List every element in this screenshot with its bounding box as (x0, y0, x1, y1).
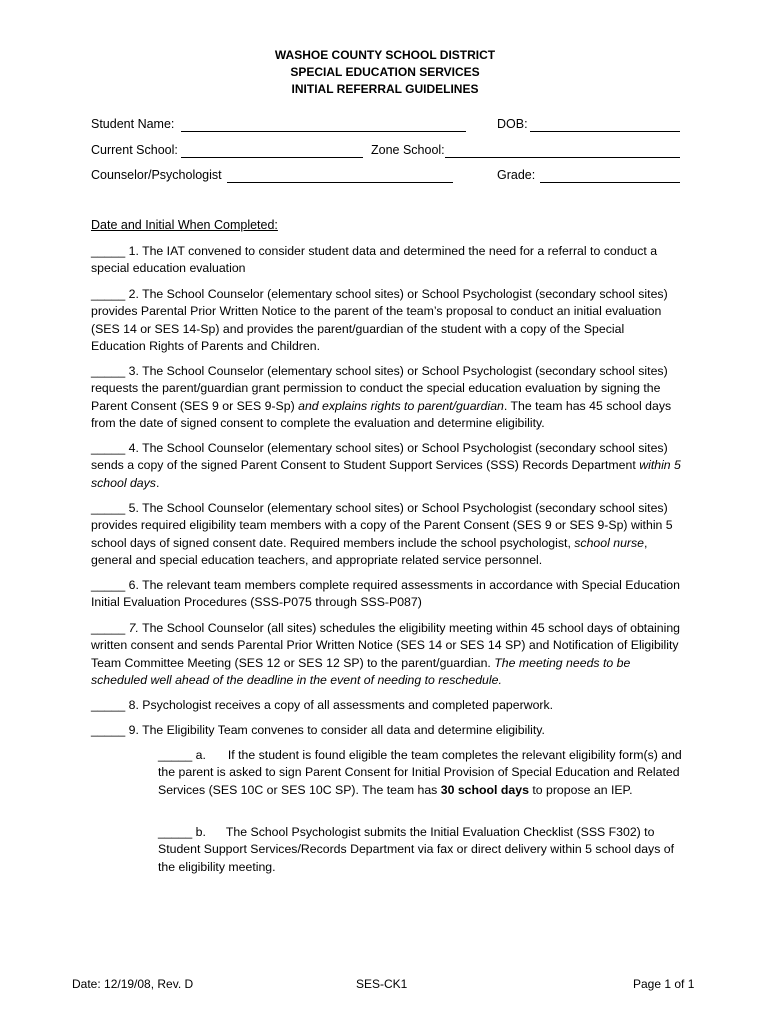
zone-school-row (371, 143, 445, 161)
dob-row (497, 117, 528, 135)
student-name-field[interactable] (181, 119, 466, 132)
zone-school-label: Zone School: (371, 143, 445, 157)
checklist-subitem-b: _____ b. The School Psychologist submits the Initial Evaluation Checklist (SSS F302) to Student Support Services/Records Department via fax or direct delivery within 5 school days of the eligibility meeting. (158, 825, 675, 874)
footer-form-code: SES-CK1 (356, 977, 408, 991)
current-school-label: Current School: (91, 143, 178, 157)
checklist-item-5: _____ 5. The School Counselor (elementary school sites) or School Psychologist (secondary school sites) provides required eligibility team members with a copy of the Parent Consent (SES 9 or SES 9-Sp) within 5 school days of signed consent date. Required members include the school psychologist, school nurse, general and special education teachers, and appropriate related service personnel. (91, 501, 673, 568)
checklist-item-8: _____ 8. Psychologist receives a copy of all assessments and completed paperwork. (91, 698, 554, 712)
checklist-item-7: _____ 7. The School Counselor (all sites) schedules the eligibility meeting within 45 school days of obtaining written consent and sends Parental Prior Written Notice (SES 14 or SES 14 SP) and Notification of Eligibility Team Committee Meeting (SES 12 or SES 12 SP) to the parent/guardian. The meeting needs to be scheduled well ahead of the deadline in the event of needing to reschedule. (91, 621, 681, 688)
counselor-field[interactable] (227, 170, 453, 183)
checklist-item-2: _____ 2. The School Counselor (elementary school sites) or School Psychologist (secondary school sites) provides Parental Prior Written Notice to the parent of the team’s proposal to conduct an initial evaluation (SES 14 or SES 14-Sp) and provides the parent/guardian of the student with a copy of the Special Education Rights of Parents and Children. (91, 287, 668, 354)
checklist-item-3: _____ 3. The School Counselor (elementary school sites) or School Psychologist (secondary school sites) requests the parent/guardian grant permission to conduct the special education evaluation by signing the Parent Consent (SES 9 or SES 9-Sp) and explains rights to parent/guardian. The team has 45 school days from the date of signed consent to complete the evaluation and determine eligibility. (91, 364, 672, 431)
section-title: Date and Initial When Completed: (91, 218, 278, 232)
grade-field[interactable] (540, 170, 680, 183)
initial-blank[interactable]: _____ (91, 244, 126, 258)
header-department: SPECIAL EDUCATION SERVICES (290, 65, 480, 79)
grade-label: Grade: (497, 168, 536, 182)
zone-school-field[interactable] (445, 145, 680, 158)
initial-blank[interactable]: _____ (91, 364, 126, 378)
checklist-item-6: _____ 6. The relevant team members complete required assessments in accordance with Special Education Initial Evaluation Procedures (SSS-P075 through SSS-P087) (91, 578, 680, 610)
initial-blank[interactable]: _____ (91, 621, 126, 635)
checklist-item-9: _____ 9. The Eligibility Team convenes to consider all data and determine eligibility. (91, 723, 545, 737)
initial-blank[interactable]: _____ (91, 441, 126, 455)
footer-page-number: Page 1 of 1 (633, 977, 695, 991)
initial-blank[interactable]: _____ (158, 825, 193, 839)
initial-blank[interactable]: _____ (91, 287, 126, 301)
current-school-field[interactable] (181, 145, 363, 158)
footer-date: Date: 12/19/08, Rev. D (72, 977, 194, 991)
current-school-row (91, 143, 178, 161)
grade-row (497, 168, 535, 186)
initial-blank[interactable]: _____ (91, 501, 126, 515)
student-name-row (91, 117, 174, 135)
student-name-label: Student Name: (91, 117, 175, 131)
dob-field[interactable] (530, 119, 680, 132)
counselor-label: Counselor/Psychologist (91, 168, 222, 182)
checklist-item-4: _____ 4. The School Counselor (elementary school sites) or School Psychologist (secondary school sites) sends a copy of the signed Parent Consent to Student Support Services (SSS) Records Department within 5 school days. (91, 441, 681, 490)
checklist-subitem-a: _____ a. If the student is found eligible the team completes the relevant eligibility form(s) and the parent is asked to sign Parent Consent for Initial Provision of Special Education and Related Services (SES 10C or SES 10C SP). The team has 30 school days to propose an IEP. (158, 748, 682, 797)
initial-blank[interactable]: _____ (91, 723, 126, 737)
header-district: WASHOE COUNTY SCHOOL DISTRICT (274, 48, 496, 62)
initial-blank[interactable]: _____ (91, 578, 126, 592)
dob-label: DOB: (497, 117, 528, 131)
document-header (0, 47, 770, 98)
initial-blank[interactable]: _____ (158, 748, 193, 762)
checklist-item-1: _____ 1. The IAT convened to consider student data and determined the need for a referral to conduct a special education evaluation (91, 244, 658, 276)
header-title: INITIAL REFERRAL GUIDELINES (291, 82, 479, 96)
initial-blank[interactable]: _____ (91, 698, 126, 712)
counselor-row (91, 168, 222, 186)
